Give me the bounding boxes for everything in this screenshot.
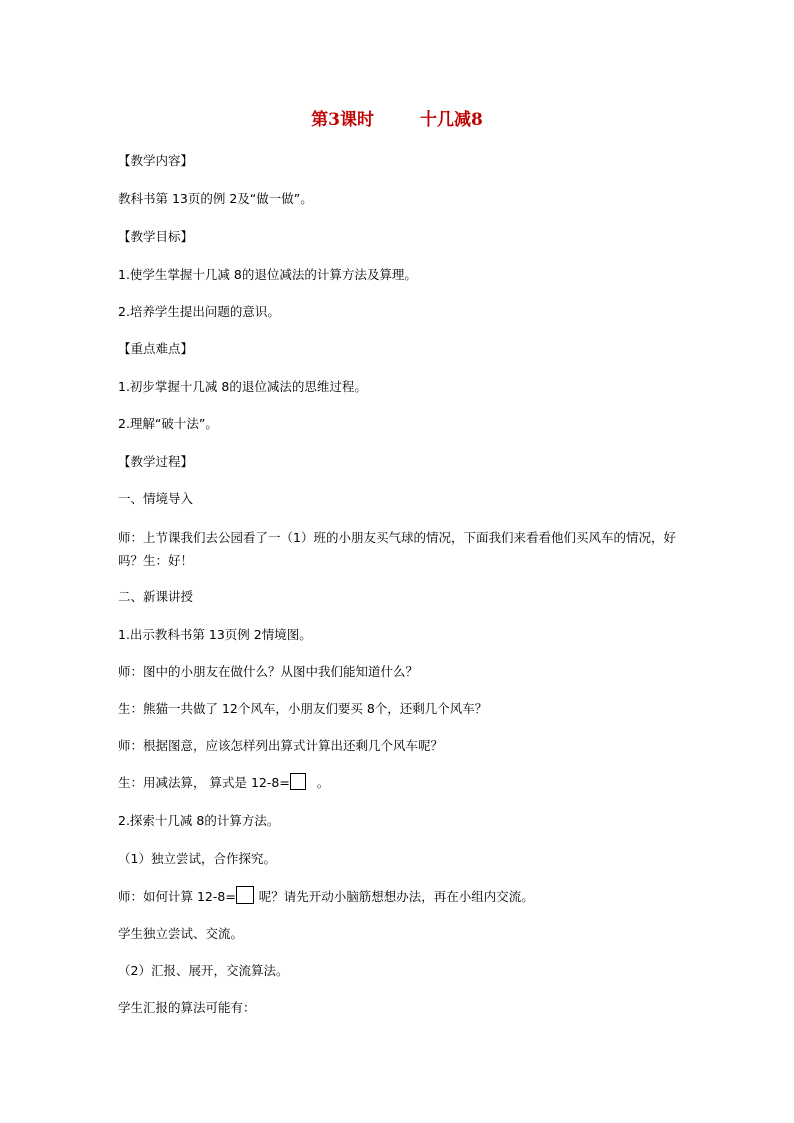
lesson-title	[0, 105, 794, 130]
teacher-question-3	[118, 886, 534, 907]
teacher-question-3-rest: 呢？请先开动小脑筋想想办法，再在小组内交流。	[254, 889, 534, 904]
student-answer-2	[118, 773, 329, 793]
sub-step-2: （2）汇报、展开，交流算法。	[118, 963, 289, 978]
lesson-topic: 十几减8	[420, 110, 483, 130]
student-answer-2-end: 。	[316, 775, 330, 790]
key-heading: 【重点难点】	[118, 341, 194, 356]
student-report: 学生汇报的算法可能有：	[118, 1000, 256, 1015]
teacher-question-1: 师：图中的小朋友在做什么？从图中我们能知道什么？	[118, 664, 419, 679]
sub-step-1: （1）独立尝试，合作探究。	[118, 851, 276, 866]
key-item-2: 2.理解“破十法”。	[118, 416, 218, 431]
process-heading: 【教学过程】	[118, 454, 194, 469]
teacher-question-2: 师：根据图意，应该怎样列出算式计算出还剩几个风车呢？	[118, 738, 444, 753]
goal-item-1: 1.使学生掌握十几减 8的退位减法的计算方法及算理。	[118, 267, 417, 282]
intro-dialog: 师：上节课我们去公园看了一（1）班的小朋友买气球的情况，下面我们来看看他们买风车的情况，好吗？生：好！	[118, 530, 676, 568]
content-heading: 【教学内容】	[118, 153, 194, 168]
key-item-1: 1.初步掌握十几减 8的退位减法的思维过程。	[118, 379, 367, 394]
student-try: 学生独立尝试、交流。	[118, 926, 244, 941]
step-2: 2.探索十几减 8的计算方法。	[118, 813, 280, 828]
answer-blank-box	[290, 773, 306, 790]
student-answer-2-text: 生：用减法算， 算式是 12-8=	[118, 775, 290, 790]
section-heading-1: 一、情境导入	[118, 491, 194, 506]
goals-heading: 【教学目标】	[118, 229, 194, 244]
goal-item-2: 2.培养学生提出问题的意识。	[118, 304, 280, 319]
student-answer-1: 生：熊猫一共做了 12个风车，小朋友们要买 8个，还剩几个风车？	[118, 701, 488, 716]
step-1: 1.出示教科书第 13页例 2情境图。	[118, 627, 312, 642]
lesson-number: 第3课时	[311, 110, 374, 130]
teacher-question-3-text: 师：如何计算 12-8=	[118, 889, 236, 904]
section-heading-2: 二、新课讲授	[118, 589, 194, 604]
content-text: 教科书第 13页的例 2及“做一做”。	[118, 191, 313, 206]
answer-blank-box	[236, 886, 254, 904]
